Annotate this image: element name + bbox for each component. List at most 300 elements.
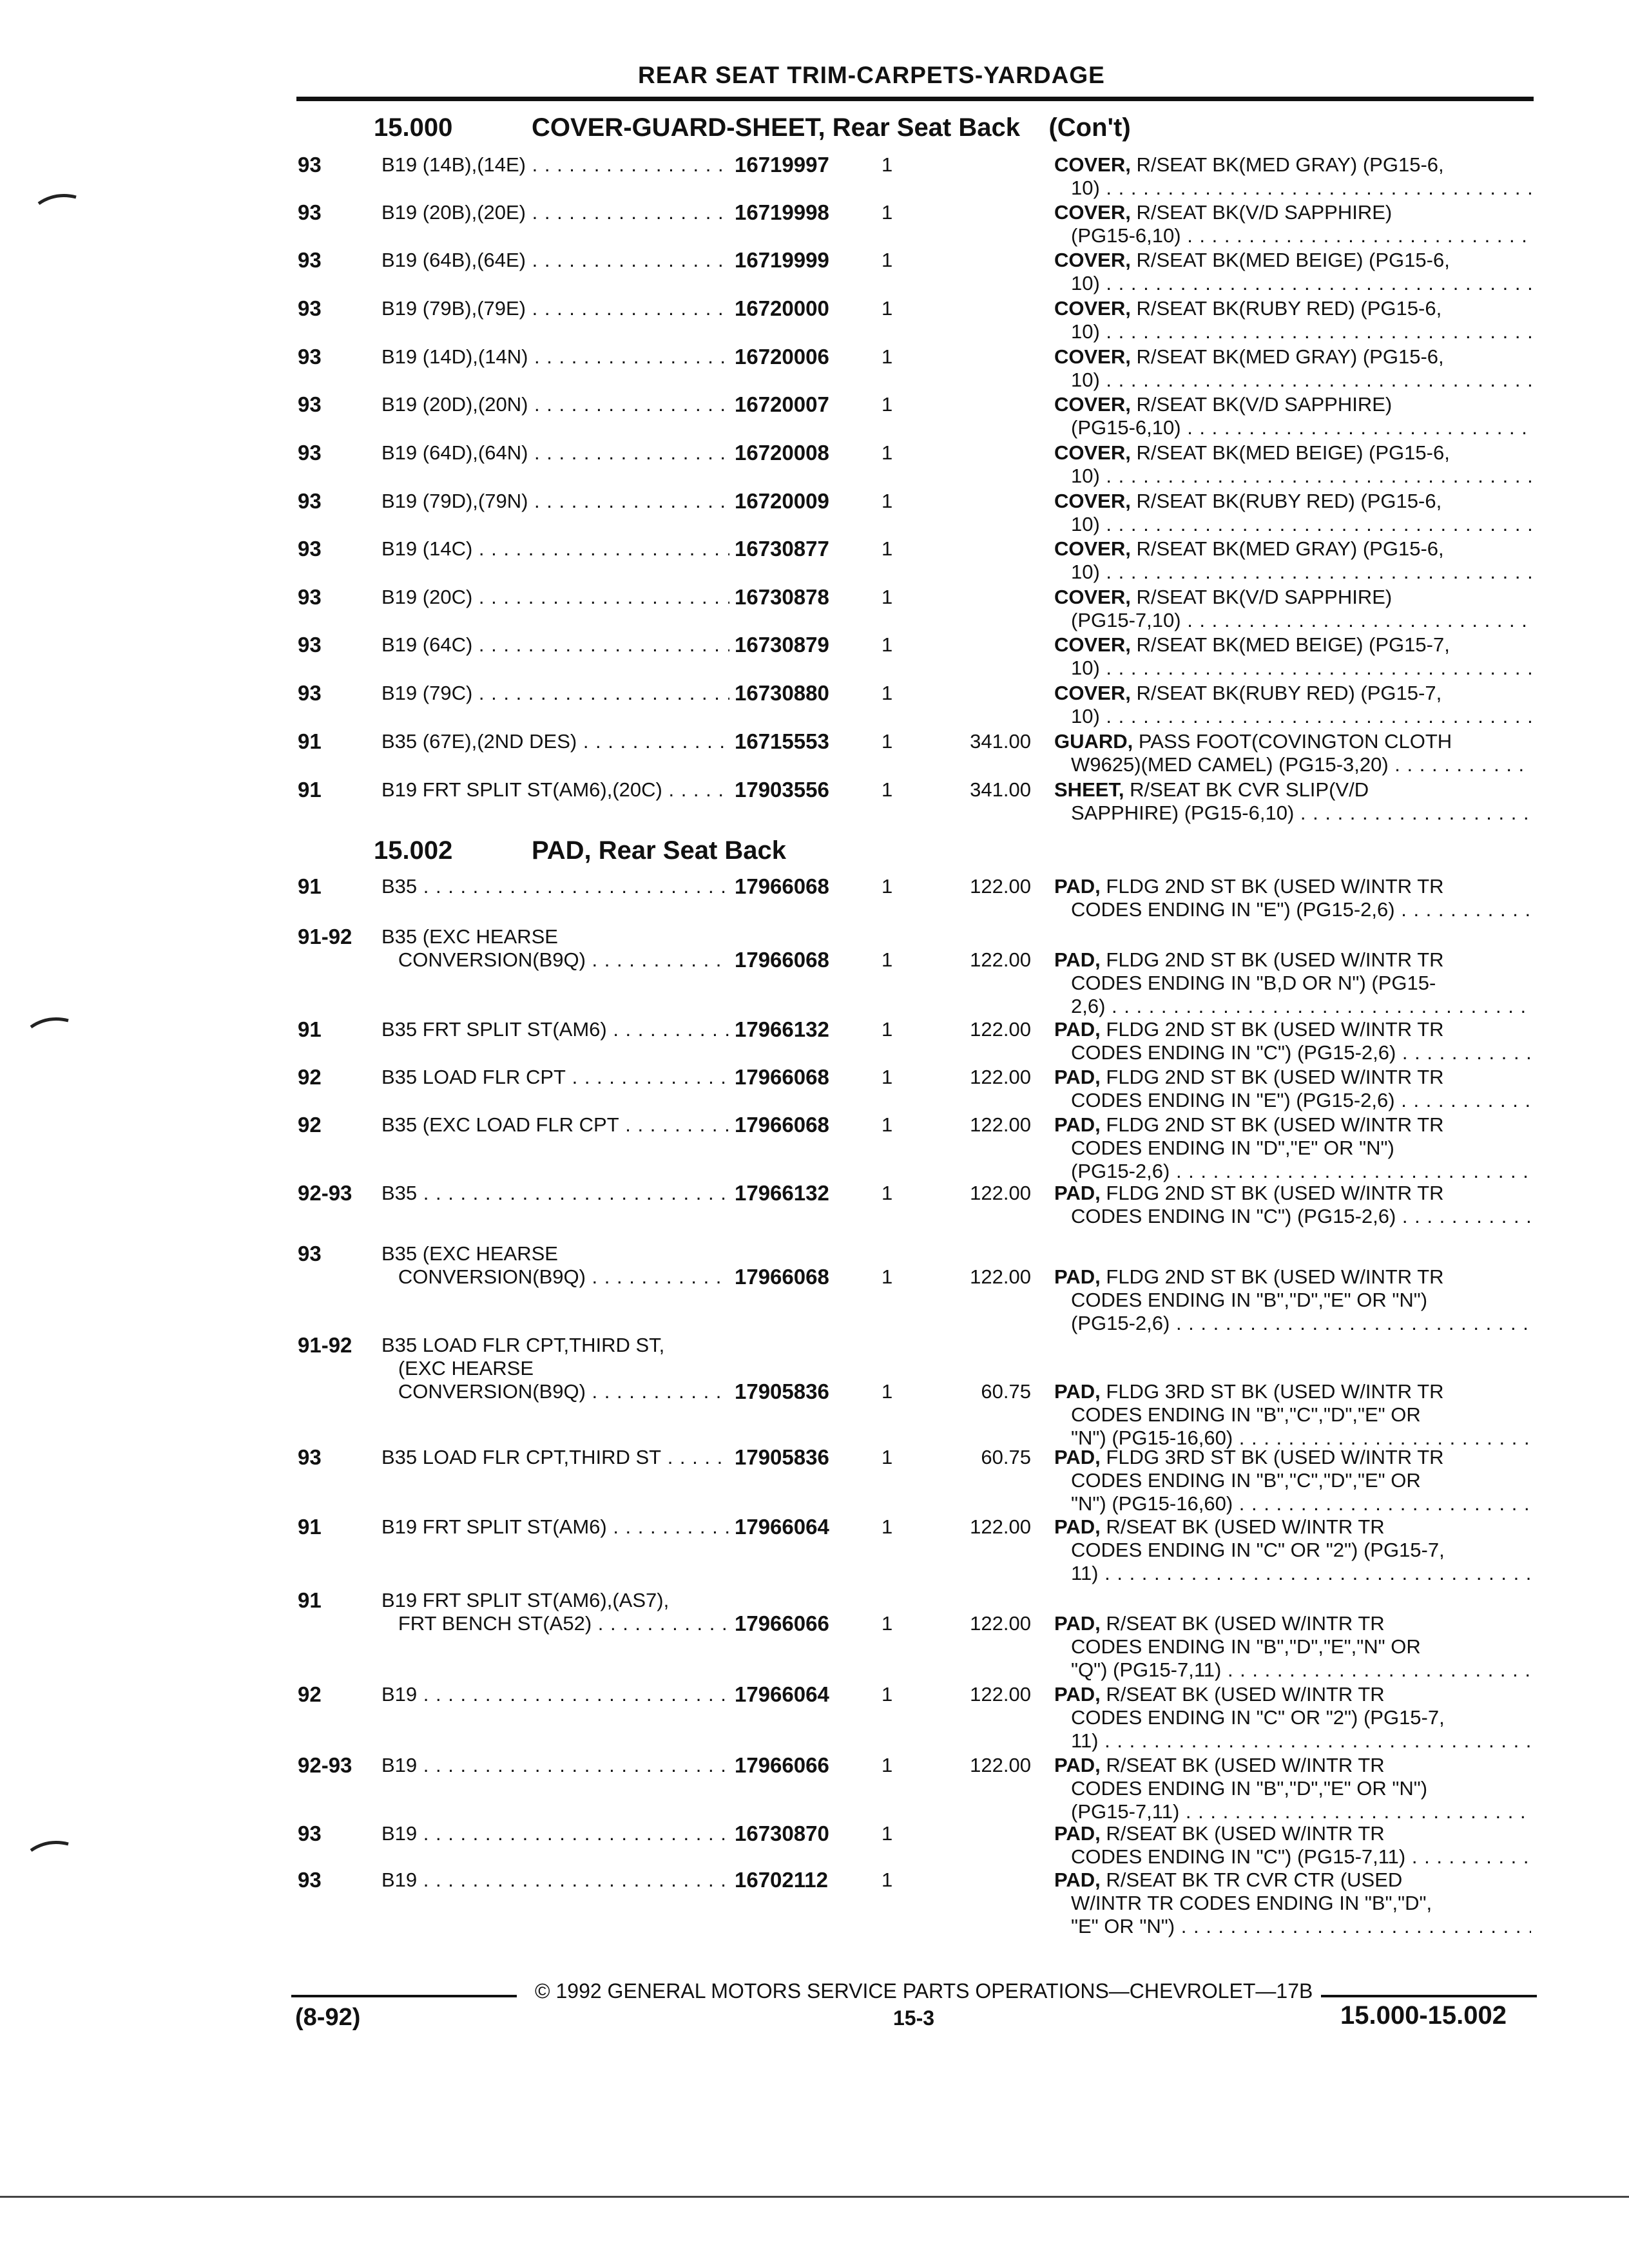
part-number: 16720009 xyxy=(735,489,829,513)
description-text: "N") (PG15-16,60) xyxy=(1071,1492,1233,1515)
description-text: SAPPHIRE) (PG15-6,10) xyxy=(1071,802,1295,824)
unit-price: 122.00 xyxy=(970,1612,1031,1635)
part-number: 17905836 xyxy=(735,1379,829,1403)
quantity: 1 xyxy=(882,345,893,368)
model-line: B19 (64B),(64E) . . . xyxy=(381,249,729,272)
model-application xyxy=(381,490,729,513)
section-title: PAD, Rear Seat Back xyxy=(532,836,786,865)
description-line xyxy=(1054,1312,1531,1335)
model-application xyxy=(381,297,729,320)
model-year: 93 xyxy=(298,1868,322,1892)
part-name: COVER, xyxy=(1054,345,1131,368)
quantity: 1 xyxy=(882,297,893,320)
model-line: CONVERSION(B9Q) . . . xyxy=(381,948,729,972)
part-description xyxy=(1054,682,1531,728)
description-text: "E" OR "N") xyxy=(1071,1915,1175,1937)
unit-price: 122.00 xyxy=(970,1754,1031,1776)
part-number: 17903556 xyxy=(735,778,829,802)
description-text: CODES ENDING IN "B","C","D","E" OR xyxy=(1071,1403,1421,1426)
description-line xyxy=(1054,1777,1531,1800)
model-line: CONVERSION(B9Q) . . . xyxy=(381,1265,729,1289)
model-line: B35 FRT SPLIT ST(AM6) . . . xyxy=(381,1018,729,1041)
unit-price: 122.00 xyxy=(970,875,1031,898)
description-text: (PG15-7,11) xyxy=(1071,1800,1180,1823)
part-name: PAD, xyxy=(1054,1515,1101,1538)
description-line xyxy=(1054,633,1531,657)
description-text: FLDG 3RD ST BK (USED W/INTR TR xyxy=(1100,1446,1444,1468)
description-line xyxy=(1054,1380,1531,1403)
model-application xyxy=(381,1113,729,1137)
section-number: 15.002 xyxy=(374,836,453,865)
description-line xyxy=(1054,561,1531,584)
model-year: 91 xyxy=(298,1515,322,1539)
model-application xyxy=(381,1683,729,1706)
model-year: 91 xyxy=(298,778,322,802)
model-line: B35 (EXC HEARSE xyxy=(381,1242,558,1265)
footer-rule-right xyxy=(1321,1995,1537,1997)
quantity: 1 xyxy=(882,682,893,704)
unit-price: 122.00 xyxy=(970,1066,1031,1088)
part-name: COVER, xyxy=(1054,249,1131,271)
description-text: (PG15-6,10) xyxy=(1071,416,1181,439)
part-name: PAD, xyxy=(1054,948,1101,971)
model-year: 92 xyxy=(298,1113,322,1137)
footer-section-range: 15.000-15.002 xyxy=(1340,2001,1507,2030)
part-description xyxy=(1054,875,1531,921)
description-line xyxy=(1054,1205,1531,1228)
part-description xyxy=(1054,1869,1531,1938)
description-text: FLDG 2ND ST BK (USED W/INTR TR xyxy=(1100,948,1444,971)
model-year: 93 xyxy=(298,633,322,657)
model-application xyxy=(381,201,729,224)
description-text: R/SEAT BK TR CVR CTR (USED xyxy=(1100,1869,1403,1891)
description-text: FLDG 2ND ST BK (USED W/INTR TR xyxy=(1100,1066,1444,1088)
model-line: B19 (79B),(79E) . . . xyxy=(381,297,729,320)
part-number: 17966066 xyxy=(735,1611,829,1635)
quantity: 1 xyxy=(882,778,893,801)
part-number: 16720006 xyxy=(735,345,829,369)
model-year: 91 xyxy=(298,729,322,753)
description-text: R/SEAT BK (USED W/INTR TR xyxy=(1100,1754,1385,1776)
model-application xyxy=(381,1446,729,1469)
description-line xyxy=(1054,1869,1531,1892)
description-line xyxy=(1054,802,1531,825)
part-description xyxy=(1054,249,1531,295)
part-number: 17966064 xyxy=(735,1682,829,1706)
description-text: R/SEAT BK(V/D SAPPHIRE) xyxy=(1130,393,1393,416)
quantity: 1 xyxy=(882,948,893,971)
quantity: 1 xyxy=(882,1066,893,1088)
section-heading-15-002 xyxy=(374,836,786,865)
part-description xyxy=(1054,1380,1531,1450)
unit-price: 341.00 xyxy=(970,730,1031,753)
description-line xyxy=(1054,393,1531,416)
unit-price: 122.00 xyxy=(970,1265,1031,1288)
description-text: "Q") (PG15-7,11) xyxy=(1071,1658,1222,1681)
description-line xyxy=(1054,972,1531,995)
description-line xyxy=(1054,898,1531,921)
model-year: 93 xyxy=(298,441,322,465)
description-line xyxy=(1054,1683,1531,1706)
description-text: PASS FOOT(COVINGTON CLOTH xyxy=(1133,730,1452,753)
description-text: CODES ENDING IN "B,D OR N") (PG15- xyxy=(1071,972,1436,994)
description-line xyxy=(1054,1822,1531,1845)
part-number: 17966068 xyxy=(735,1265,829,1289)
model-year: 93 xyxy=(298,489,322,513)
part-description xyxy=(1054,345,1531,392)
description-text: R/SEAT BK (USED W/INTR TR xyxy=(1100,1612,1385,1635)
description-line xyxy=(1054,441,1531,465)
part-number: 16719998 xyxy=(735,200,829,224)
unit-price: 122.00 xyxy=(970,1018,1031,1041)
model-line: B19 . . . xyxy=(381,1683,729,1706)
model-year: 92-93 xyxy=(298,1181,352,1205)
model-application xyxy=(381,1869,729,1892)
model-line: B35 . . . xyxy=(381,875,729,898)
part-description xyxy=(1054,1515,1531,1585)
model-year: 93 xyxy=(298,1445,322,1469)
part-description xyxy=(1054,1754,1531,1823)
description-text: FLDG 2ND ST BK (USED W/INTR TR xyxy=(1100,1018,1444,1041)
description-text: W/INTR TR CODES ENDING IN "B","D", xyxy=(1071,1892,1432,1914)
model-year: 93 xyxy=(298,585,322,609)
description-line xyxy=(1054,1089,1531,1112)
part-description xyxy=(1054,1612,1531,1682)
description-text: CODES ENDING IN "E") (PG15-2,6) xyxy=(1071,898,1395,921)
part-name: COVER, xyxy=(1054,393,1131,416)
quantity: 1 xyxy=(882,393,893,416)
part-name: PAD, xyxy=(1054,1380,1101,1403)
description-text: R/SEAT BK (USED W/INTR TR xyxy=(1100,1515,1385,1538)
description-text: R/SEAT BK(MED GRAY) (PG15-6, xyxy=(1130,537,1444,560)
description-text: FLDG 3RD ST BK (USED W/INTR TR xyxy=(1100,1380,1444,1403)
part-description xyxy=(1054,948,1531,1018)
description-line xyxy=(1054,369,1531,392)
description-text: 2,6) xyxy=(1071,995,1106,1017)
model-application xyxy=(381,875,729,898)
description-text: CODES ENDING IN "B","D","E" OR "N") xyxy=(1071,1289,1428,1311)
description-line xyxy=(1054,1515,1531,1539)
model-application xyxy=(381,153,729,177)
part-number: 17966064 xyxy=(735,1515,829,1539)
part-number: 16720008 xyxy=(735,441,829,465)
description-line xyxy=(1054,1562,1531,1585)
part-name: PAD, xyxy=(1054,1612,1101,1635)
part-name: COVER, xyxy=(1054,682,1131,704)
unit-price: 341.00 xyxy=(970,778,1031,801)
part-name: PAD, xyxy=(1054,1822,1101,1845)
description-line xyxy=(1054,513,1531,536)
part-number: 16702112 xyxy=(735,1868,829,1892)
model-application xyxy=(381,393,729,416)
model-line: B19 . . . xyxy=(381,1822,729,1845)
model-year: 93 xyxy=(298,681,322,705)
model-line: B35 (EXC LOAD FLR CPT . . . xyxy=(381,1113,729,1137)
model-line: B19 (64D),(64N) . . . xyxy=(381,441,729,465)
quantity: 1 xyxy=(882,1446,893,1468)
running-head: REAR SEAT TRIM-CARPETS-YARDAGE xyxy=(638,62,1105,88)
part-number: 17966066 xyxy=(735,1753,829,1777)
part-description xyxy=(1054,201,1531,247)
description-text: CODES ENDING IN "D","E" OR "N") xyxy=(1071,1137,1394,1159)
description-text: FLDG 2ND ST BK (USED W/INTR TR xyxy=(1100,875,1444,898)
model-line: FRT BENCH ST(A52) . . . xyxy=(381,1612,729,1635)
description-line xyxy=(1054,1892,1531,1915)
description-text: (PG15-2,6) xyxy=(1071,1312,1170,1334)
part-description xyxy=(1054,441,1531,488)
model-line: B35 LOAD FLR CPT,THIRD ST, xyxy=(381,1334,665,1356)
description-line xyxy=(1054,272,1531,295)
part-number: 16720000 xyxy=(735,296,829,320)
model-year: 93 xyxy=(298,1821,322,1845)
description-line xyxy=(1054,1018,1531,1041)
quantity: 1 xyxy=(882,201,893,224)
description-line xyxy=(1054,1658,1531,1682)
description-text: CODES ENDING IN "C") (PG15-2,6) xyxy=(1071,1041,1396,1064)
model-line: B19 (64C) . . . xyxy=(381,633,729,657)
description-text: 11) xyxy=(1071,1562,1099,1584)
model-year: 91-92 xyxy=(298,925,352,948)
model-application xyxy=(381,586,729,609)
description-line xyxy=(1054,1182,1531,1205)
quantity: 1 xyxy=(882,490,893,512)
quantity: 1 xyxy=(882,586,893,608)
description-line xyxy=(1054,345,1531,369)
part-name: PAD, xyxy=(1054,1113,1101,1136)
unit-price: 60.75 xyxy=(981,1380,1031,1403)
part-name: COVER, xyxy=(1054,490,1131,512)
part-number: 16720007 xyxy=(735,392,829,416)
section-title: COVER-GUARD-SHEET, Rear Seat Back (Con't) xyxy=(532,113,1131,142)
model-year: 93 xyxy=(298,153,322,177)
quantity: 1 xyxy=(882,153,893,176)
description-text: R/SEAT BK(MED BEIGE) (PG15-6, xyxy=(1130,249,1450,271)
description-line xyxy=(1054,177,1531,200)
model-year: 91-92 xyxy=(298,1333,352,1357)
model-year: 91 xyxy=(298,874,322,898)
description-line xyxy=(1054,1066,1531,1089)
model-line: B19 FRT SPLIT ST(AM6),(20C) . . . xyxy=(381,778,729,802)
description-line xyxy=(1054,1446,1531,1469)
model-year: 93 xyxy=(298,248,322,272)
description-line xyxy=(1054,1800,1531,1823)
description-line xyxy=(1054,1137,1531,1160)
part-name: PAD, xyxy=(1054,1265,1101,1288)
description-line xyxy=(1054,948,1531,972)
part-name: COVER, xyxy=(1054,201,1131,224)
model-application xyxy=(381,1754,729,1777)
description-text: CODES ENDING IN "C" OR "2") (PG15-7, xyxy=(1071,1706,1445,1729)
model-line: B19 (14D),(14N) . . . xyxy=(381,345,729,369)
quantity: 1 xyxy=(882,633,893,656)
quantity: 1 xyxy=(882,537,893,560)
description-text: FLDG 2ND ST BK (USED W/INTR TR xyxy=(1100,1265,1444,1288)
part-description xyxy=(1054,633,1531,680)
model-application xyxy=(381,682,729,705)
model-line: B35 LOAD FLR CPT . . . xyxy=(381,1066,729,1089)
description-line xyxy=(1054,1635,1531,1658)
part-name: PAD, xyxy=(1054,1446,1101,1468)
description-line xyxy=(1054,1754,1531,1777)
part-description xyxy=(1054,1113,1531,1183)
part-number: 16715553 xyxy=(735,729,829,753)
model-year: 93 xyxy=(298,392,322,416)
unit-price: 60.75 xyxy=(981,1446,1031,1468)
model-year: 93 xyxy=(298,200,322,224)
description-text: FLDG 2ND ST BK (USED W/INTR TR xyxy=(1100,1182,1444,1204)
quantity: 1 xyxy=(882,875,893,898)
description-text: 10) xyxy=(1071,369,1100,391)
model-year: 92-93 xyxy=(298,1753,352,1777)
model-application xyxy=(381,249,729,272)
description-line xyxy=(1054,682,1531,705)
part-description xyxy=(1054,1683,1531,1753)
model-line: B35 . . . xyxy=(381,1182,729,1205)
part-name: COVER, xyxy=(1054,586,1131,608)
part-name: GUARD, xyxy=(1054,730,1133,753)
model-application xyxy=(381,1182,729,1205)
model-application xyxy=(381,1018,729,1041)
part-number: 17966068 xyxy=(735,1065,829,1089)
description-line xyxy=(1054,201,1531,224)
description-line xyxy=(1054,1265,1531,1289)
part-number: 16730878 xyxy=(735,585,829,609)
part-name: COVER, xyxy=(1054,153,1131,176)
part-number: 17966068 xyxy=(735,874,829,898)
quantity: 1 xyxy=(882,1113,893,1136)
description-line xyxy=(1054,490,1531,513)
part-description xyxy=(1054,297,1531,343)
model-line: B19 (20D),(20N) . . . xyxy=(381,393,729,416)
description-line xyxy=(1054,1160,1531,1183)
section-number: 15.000 xyxy=(374,113,453,142)
description-text: 10) xyxy=(1071,320,1100,343)
part-description xyxy=(1054,730,1531,776)
quantity: 1 xyxy=(882,1265,893,1288)
part-name: PAD, xyxy=(1054,1066,1101,1088)
description-text: R/SEAT BK(V/D SAPPHIRE) xyxy=(1130,586,1393,608)
description-text: CODES ENDING IN "C") (PG15-7,11) xyxy=(1071,1845,1406,1868)
model-application xyxy=(381,1242,729,1289)
unit-price: 122.00 xyxy=(970,1515,1031,1538)
model-application xyxy=(381,537,729,561)
model-application xyxy=(381,633,729,657)
model-line: B19 (20B),(20E) . . . xyxy=(381,201,729,224)
binder-hole-mark xyxy=(30,1014,70,1030)
part-name: SHEET, xyxy=(1054,778,1124,801)
part-description xyxy=(1054,1182,1531,1228)
part-number: 17966132 xyxy=(735,1181,829,1205)
part-number: 16719999 xyxy=(735,248,829,272)
part-name: COVER, xyxy=(1054,633,1131,656)
part-number: 17905836 xyxy=(735,1445,829,1469)
quantity: 1 xyxy=(882,1683,893,1706)
part-name: PAD, xyxy=(1054,1182,1101,1204)
part-description xyxy=(1054,1446,1531,1515)
quantity: 1 xyxy=(882,1380,893,1403)
quantity: 1 xyxy=(882,1515,893,1538)
description-line xyxy=(1054,609,1531,632)
part-description xyxy=(1054,1066,1531,1112)
quantity: 1 xyxy=(882,1612,893,1635)
description-text: (PG15-7,10) xyxy=(1071,609,1181,631)
description-line xyxy=(1054,1469,1531,1492)
description-text: 10) xyxy=(1071,657,1100,679)
model-application xyxy=(381,1515,729,1539)
description-text: R/SEAT BK(MED GRAY) (PG15-6, xyxy=(1130,153,1444,176)
model-year: 93 xyxy=(298,537,322,561)
description-text: CODES ENDING IN "B","D","E","N" OR xyxy=(1071,1635,1421,1658)
part-name: COVER, xyxy=(1054,297,1131,320)
part-name: PAD, xyxy=(1054,875,1101,898)
description-line xyxy=(1054,249,1531,272)
part-name: PAD, xyxy=(1054,1018,1101,1041)
model-line: B19 (14C) . . . xyxy=(381,537,729,561)
unit-price: 122.00 xyxy=(970,1113,1031,1136)
description-text: (PG15-6,10) xyxy=(1071,224,1181,247)
model-line: B19 . . . xyxy=(381,1754,729,1777)
description-line xyxy=(1054,730,1531,753)
model-year: 91 xyxy=(298,1017,322,1041)
description-line xyxy=(1054,1539,1531,1562)
model-line: B19 (79C) . . . xyxy=(381,682,729,705)
description-line xyxy=(1054,586,1531,609)
quantity: 1 xyxy=(882,441,893,464)
description-text: 10) xyxy=(1071,465,1100,487)
description-text: 11) xyxy=(1071,1729,1099,1752)
model-line: B19 FRT SPLIT ST(AM6),(AS7), xyxy=(381,1589,670,1611)
model-application xyxy=(381,1589,729,1635)
description-line xyxy=(1054,297,1531,320)
model-application xyxy=(381,778,729,802)
description-line xyxy=(1054,465,1531,488)
part-name: PAD, xyxy=(1054,1683,1101,1706)
model-year: 93 xyxy=(298,296,322,320)
description-text: CODES ENDING IN "C") (PG15-2,6) xyxy=(1071,1205,1396,1227)
description-text: R/SEAT BK(RUBY RED) (PG15-6, xyxy=(1130,297,1442,320)
model-application xyxy=(381,1822,729,1845)
model-year: 93 xyxy=(298,1242,322,1265)
description-text: 10) xyxy=(1071,177,1100,199)
part-description xyxy=(1054,586,1531,632)
description-line xyxy=(1054,416,1531,439)
footer-copyright: © 1992 GENERAL MOTORS SERVICE PARTS OPERATIONS—CHEVROLET—17B xyxy=(535,1979,1313,2003)
description-text: FLDG 2ND ST BK (USED W/INTR TR xyxy=(1100,1113,1444,1136)
description-line xyxy=(1054,537,1531,561)
description-line xyxy=(1054,995,1531,1018)
model-year: 91 xyxy=(298,1588,322,1612)
description-text: R/SEAT BK CVR SLIP(V/D xyxy=(1124,778,1369,801)
description-text: R/SEAT BK(RUBY RED) (PG15-7, xyxy=(1130,682,1442,704)
description-line xyxy=(1054,1729,1531,1753)
unit-price: 122.00 xyxy=(970,948,1031,971)
model-line: B35 (EXC HEARSE xyxy=(381,925,558,948)
description-text: 10) xyxy=(1071,272,1100,294)
part-number: 16730880 xyxy=(735,681,829,705)
part-description xyxy=(1054,1018,1531,1064)
footer-page-number: 15-3 xyxy=(893,2006,935,2030)
description-line xyxy=(1054,1289,1531,1312)
quantity: 1 xyxy=(882,1822,893,1845)
part-number: 17966068 xyxy=(735,948,829,972)
header-rule xyxy=(296,97,1534,101)
binder-hole-mark xyxy=(37,191,77,206)
binder-hole-mark xyxy=(30,1838,70,1853)
description-text: 10) xyxy=(1071,561,1100,583)
description-text: (PG15-2,6) xyxy=(1071,1160,1170,1182)
model-year: 92 xyxy=(298,1065,322,1089)
description-line xyxy=(1054,1113,1531,1137)
